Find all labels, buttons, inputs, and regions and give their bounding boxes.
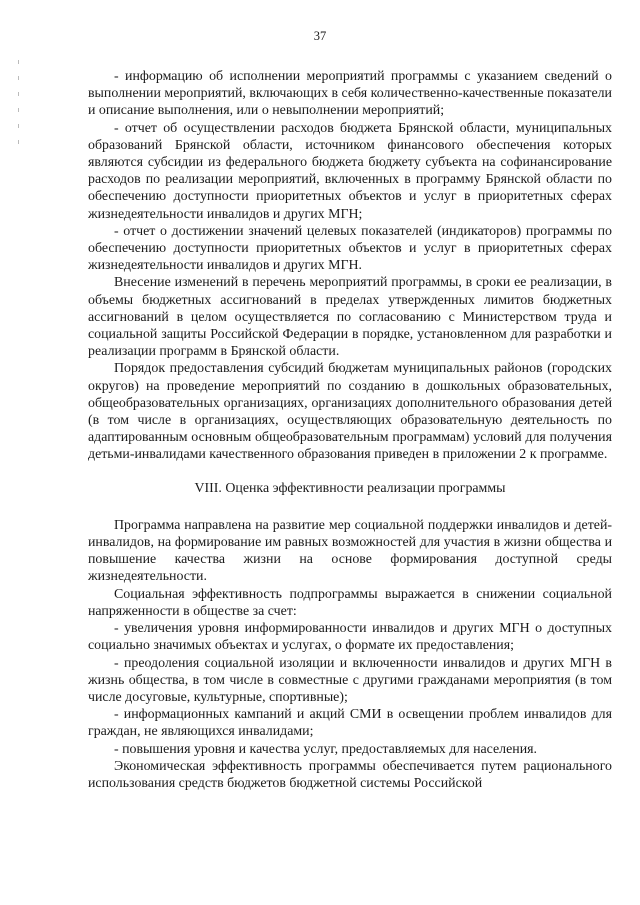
paragraph: Экономическая эффективность программы обеспечивается путем рационального использования средств бюджетов бюджетной системы Российской [88,758,612,791]
paragraph: - информационных кампаний и акций СМИ в освещении проблем инвалидов для граждан, не являющихся инвалидами; [88,707,612,740]
paragraph: Внесение изменений в перечень мероприятий программы, в сроки ее реализации, в объемы бюджетных ассигнований в пределах утвержденных лимитов бюджетных ассигнований в целом осуществляется по согласованию с Министерством труда и социальной защиты Российской Федерации в порядке, установленном для разработки и реализации программ в Брянской области. [88,275,612,360]
paragraph: - преодоления социальной изоляции и включенности инвалидов и других МГН в жизнь общества, в том числе в совместные с другими гражданами мероприятия (в том числе досуговые, культурные, спортивные); [88,655,612,705]
margin-marks [18,60,19,156]
paragraph: Порядок предоставления субсидий бюджетам муниципальных районов (городских округов) на проведение мероприятий по созданию в дошкольных образовательных, общеобразовательных организациях, организациях дополнительного образования детей (в том числе в организациях, осуществляющих образовательную деятельность по адаптированным основным общеобразовательным программам) условий для получения детьми-инвалидами качественного образования приведен в приложении 2 к программе. [88,361,612,463]
document-body [88,68,612,792]
spacer [88,497,612,517]
section-heading: VIII. Оценка эффективности реализации программы [194,480,506,496]
spacer [88,464,612,480]
paragraph: - отчет о достижении значений целевых показателей (индикаторов) программы по обеспечению доступности приоритетных объектов и услуг в приоритетных сферах жизнедеятельности инвалидов и других МГН. [88,223,612,274]
paragraph: - повышения уровня и качества услуг, предоставляемых для населения. [114,741,537,757]
paragraph: - отчет об осуществлении расходов бюджета Брянской области, муниципальных образований Брянской области, источником финансового обеспечения которых являются субсидии из федерального бюджета бюджету субъекта на софинансирование расходов по реализации мероприятий, включенных в программу Брянской области по обеспечению доступности приоритетных объектов и услуг в приоритетных сферах жизнедеятельности инвалидов и других МГН; [88,120,612,222]
paragraph: Социальная эффективность подпрограммы выражается в снижении социальной напряженности в обществе за счет: [88,586,612,619]
paragraph: - информацию об исполнении мероприятий программы с указанием сведений о выполнении мероприятий, включающих в себя количественно-качественные показатели и описание выполнения, или о невыполнении мероприятий; [88,69,612,119]
paragraph: Программа направлена на развитие мер социальной поддержки инвалидов и детей-инвалидов, на формирование им равных возможностей для участия в жизни общества и повышение качества жизни на основе формирования доступной среды жизнедеятельности. [88,517,612,585]
page-number: 37 [313,29,327,43]
paragraph: - увеличения уровня информированности инвалидов и других МГН о доступных социально значимых объектах и услугах, о формате их предоставления; [88,621,612,654]
